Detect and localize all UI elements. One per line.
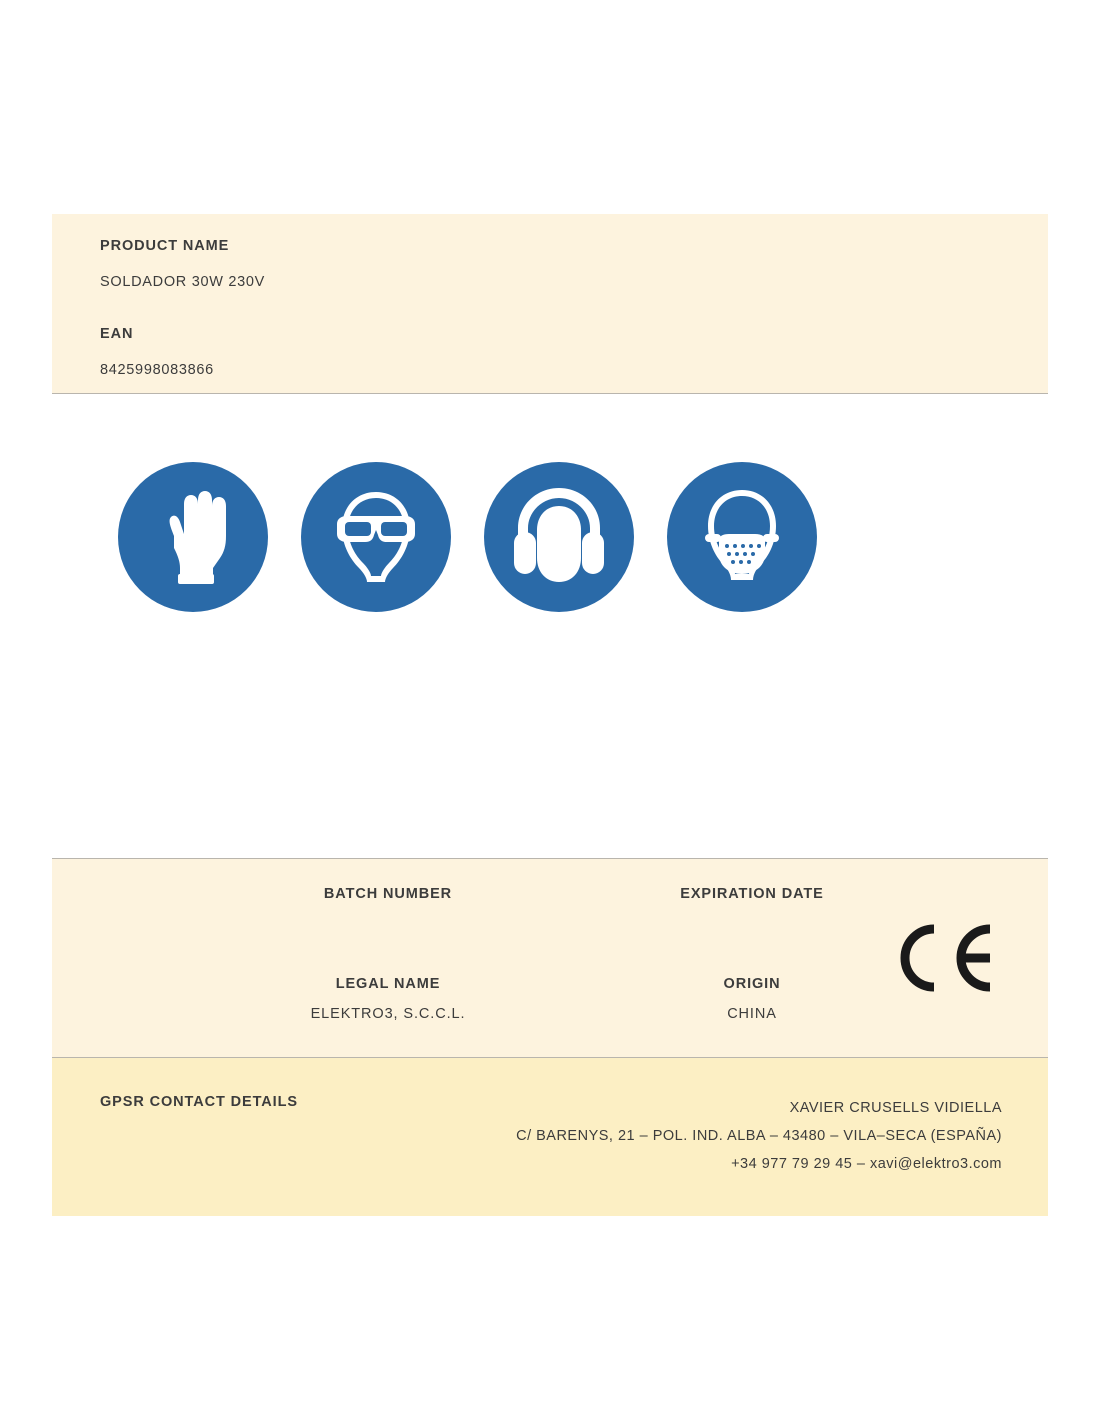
product-info-panel bbox=[52, 214, 1048, 394]
ean-label: EAN bbox=[100, 326, 134, 342]
batch-info-panel bbox=[52, 858, 1048, 1058]
product-name-value: SOLDADOR 30W 230V bbox=[100, 274, 266, 290]
legal-name-value: ELEKTRO3, S.C.C.L. bbox=[310, 1006, 466, 1022]
safety-pictogram-row bbox=[118, 452, 818, 622]
gpsr-contact-panel bbox=[52, 1058, 1048, 1216]
legal-name-label: LEGAL NAME bbox=[335, 976, 441, 992]
ce-marking-icon bbox=[890, 919, 1000, 997]
wear-respiratory-protection-icon bbox=[667, 462, 817, 612]
gpsr-contact-label: GPSR CONTACT DETAILS bbox=[100, 1094, 298, 1110]
ean-value: 8425998083866 bbox=[100, 362, 214, 378]
wear-protective-gloves-icon bbox=[118, 462, 268, 612]
batch-number-label: BATCH NUMBER bbox=[323, 886, 453, 902]
gpsr-contact-address: C/ BARENYS, 21 – POL. IND. ALBA – 43480 – VILA–SECA (ESPAÑA) bbox=[516, 1128, 1002, 1144]
gpsr-contact-details bbox=[302, 1094, 1002, 1178]
gpsr-contact-phone-email: +34 977 79 29 45 – xavi@elektro3.com bbox=[731, 1156, 1002, 1172]
wear-eye-protection-icon bbox=[301, 462, 451, 612]
expiration-date-label: EXPIRATION DATE bbox=[680, 886, 824, 902]
origin-value: CHINA bbox=[727, 1006, 777, 1022]
gpsr-contact-name: XAVIER CRUSELLS VIDIELLA bbox=[789, 1100, 1002, 1116]
wear-ear-protection-icon bbox=[484, 462, 634, 612]
product-name-label: PRODUCT NAME bbox=[100, 238, 230, 254]
origin-label: ORIGIN bbox=[723, 976, 781, 992]
